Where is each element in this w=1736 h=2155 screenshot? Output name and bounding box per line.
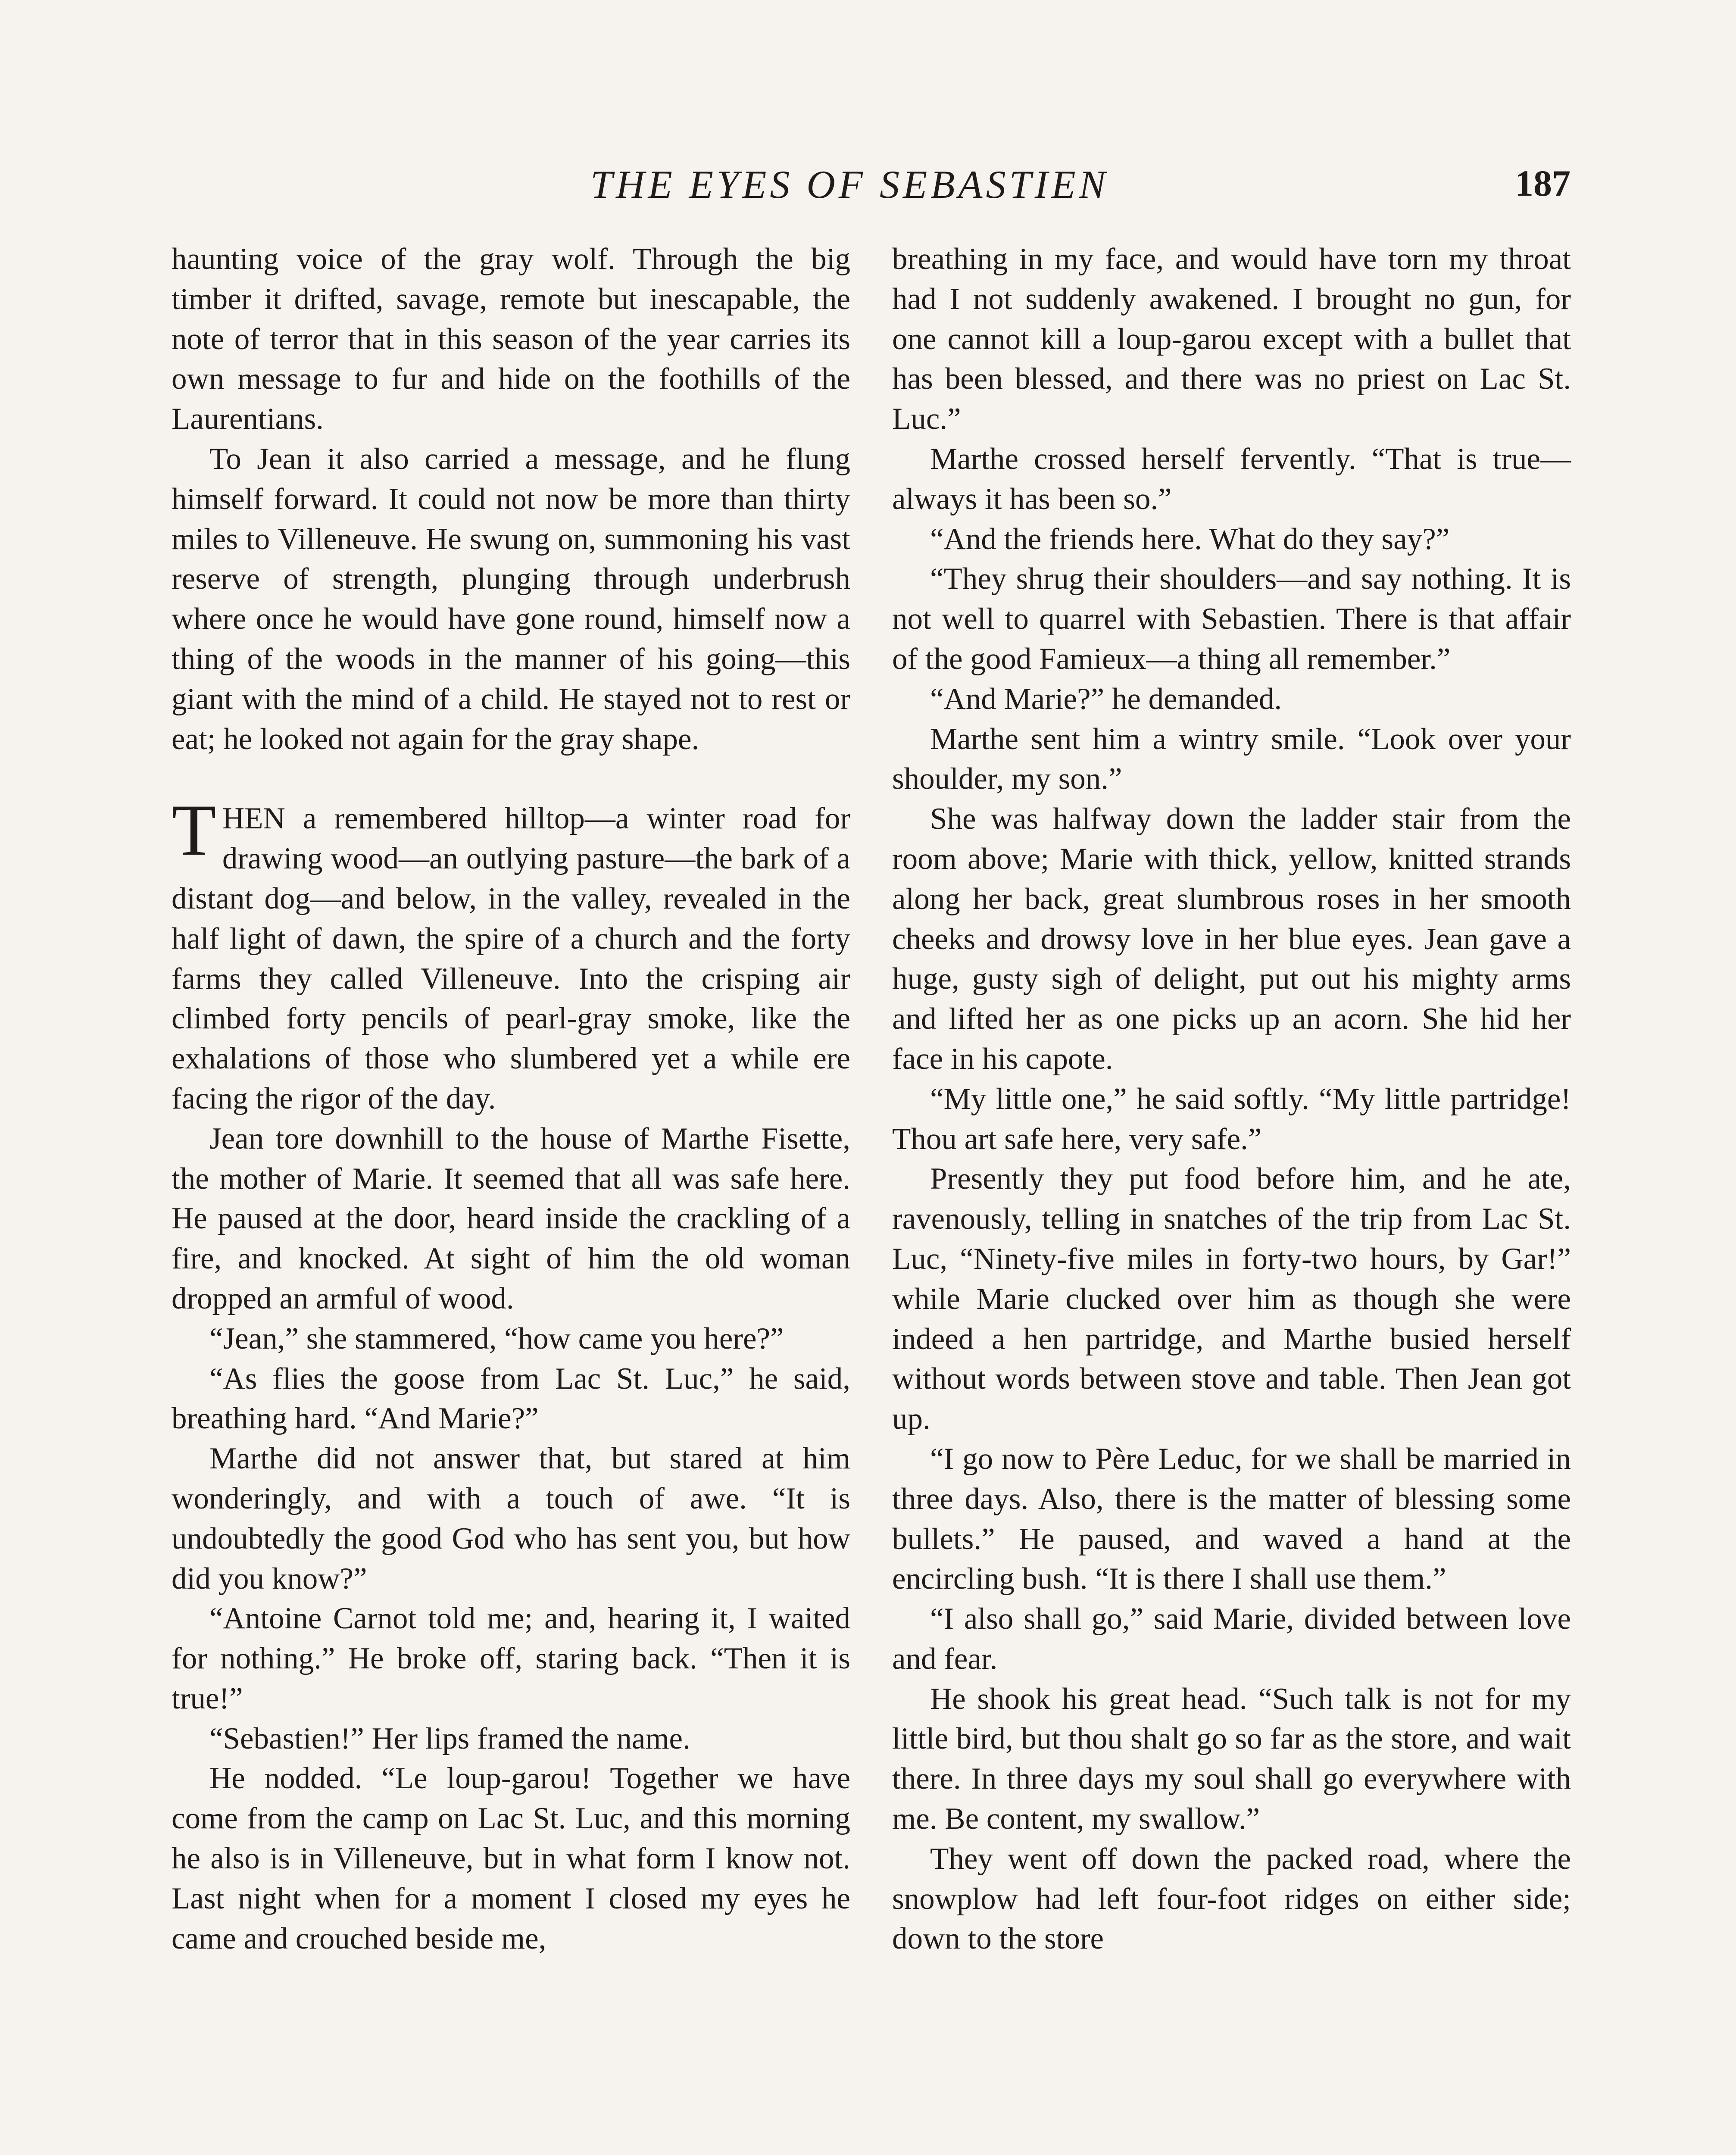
section-paragraph (172, 790, 850, 1118)
paragraph: “They shrug their shoulders—and say nothing. It is not well to quarrel with Sebastien. There is that affair of the good Famieux—a thing all remember.” (892, 562, 1571, 676)
paragraph: To Jean it also carried a message, and he flung himself forward. It could not now be more than thirty miles to Villeneuve. He swung on, summoning his vast reserve of strength, plunging through underbrush where once he would have gone round, himself now a thing of the woods in the manner of his going—this giant with the mind of a child. He stayed not to rest or eat; he looked not again for the gray shape. (172, 442, 850, 756)
paragraph: breathing in my face, and would have torn my throat had I not suddenly awakened. I brought no gun, for one cannot kill a loup-garou except with a bullet that has been blessed, and there was no priest on Lac St. Luc.” (892, 242, 1571, 436)
paragraph: “I go now to Père Leduc, for we shall be married in three days. Also, there is the matter of blessing some bullets.” He paused, and waved a hand at the encircling bush. “It is there I shall use them.” (892, 1442, 1571, 1596)
running-title: THE EYES OF SEBASTIEN (590, 162, 1109, 206)
paragraph: Marthe did not answer that, but stared at him wonderingly, and with a touch of awe. “It is undoubtedly the good God who has sent you, but how did you know?” (172, 1442, 850, 1596)
paragraph: He shook his great head. “Such talk is not for my little bird, but thou shalt go so far as the store, and wait there. In three days my soul shall go everywhere with me. Be content, my swallow.” (892, 1682, 1571, 1836)
paragraph: “Jean,” she stammered, “how came you here?” (209, 1321, 784, 1355)
paragraph-text: HEN a remembered hilltop—a winter road for drawing wood—an outlying pasture—the bark of a distant dog—and below, in the valley, revealed in the half light of dawn, the spire of a church and the forty farms they called Villeneuve. Into the crisping air climbed forty pencils of pearl-gray smoke, like the exhalations of those who slumbered yet a while ere facing the rigor of the day. (172, 802, 850, 1115)
drop-cap: T (172, 790, 216, 871)
paragraph: “I also shall go,” said Marie, divided between love and fear. (892, 1602, 1571, 1676)
paragraph: He nodded. “Le loup-garou! Together we have come from the camp on Lac St. Luc, and this morning he also is in Villeneuve, but in what form I know not. Last night when for a moment I closed my eyes he came and crouched beside me, (172, 1761, 850, 1955)
paragraph: She was halfway down the ladder stair from the room above; Marie with thick, yellow, knitted strands along her back, great slumbrous roses in her smooth cheeks and drowsy love in her blue eyes. Jean gave a huge, gusty sigh of delight, put out his mighty arms and lifted her as one picks up an acorn. She hid her face in his capote. (892, 802, 1571, 1076)
paragraph: haunting voice of the gray wolf. Through the big timber it drifted, savage, remote but inescapable, the note of terror that in this season of the year carries its own message to fur and hide on the foothills of the Laurentians. (172, 242, 850, 436)
paragraph: Marthe sent him a wintry smile. “Look over your shoulder, my son.” (892, 722, 1571, 796)
paragraph: They went off down the packed road, where the snowplow had left four-foot ridges on either side; down to the store (892, 1842, 1571, 1956)
paragraph: “And the friends here. What do they say?” (930, 522, 1450, 556)
paragraph: “As flies the goose from Lac St. Luc,” he said, breathing hard. “And Marie?” (172, 1362, 850, 1436)
right-column (892, 239, 1571, 1959)
paragraph: “And Marie?” he demanded. (930, 682, 1282, 716)
paragraph: Marthe crossed herself fervently. “That is true—always it has been so.” (892, 442, 1571, 516)
paragraph: “Antoine Carnot told me; and, hearing it, I waited for nothing.” He broke off, staring back. “Then it is true!” (172, 1602, 850, 1715)
paragraph: Presently they put food before him, and he ate, ravenously, telling in snatches of the trip from Lac St. Luc, “Ninety-five miles in forty-two hours, by Gar!” while Marie clucked over him as though she were indeed a hen partridge, and Marthe busied herself without words between stove and table. Then Jean got up. (892, 1162, 1571, 1436)
paragraph: “My little one,” he said softly. “My little partridge! Thou art safe here, very safe.” (892, 1082, 1571, 1156)
running-header (0, 153, 1736, 218)
page-number: 187 (1515, 162, 1571, 204)
left-column (172, 239, 850, 1958)
paragraph: “Sebastien!” Her lips framed the name. (209, 1721, 690, 1755)
paragraph: Jean tore downhill to the house of Marthe Fisette, the mother of Marie. It seemed that all was safe here. He paused at the door, heard inside the crackling of a fire, and knocked. At sight of him the old woman dropped an armful of wood. (172, 1121, 850, 1315)
